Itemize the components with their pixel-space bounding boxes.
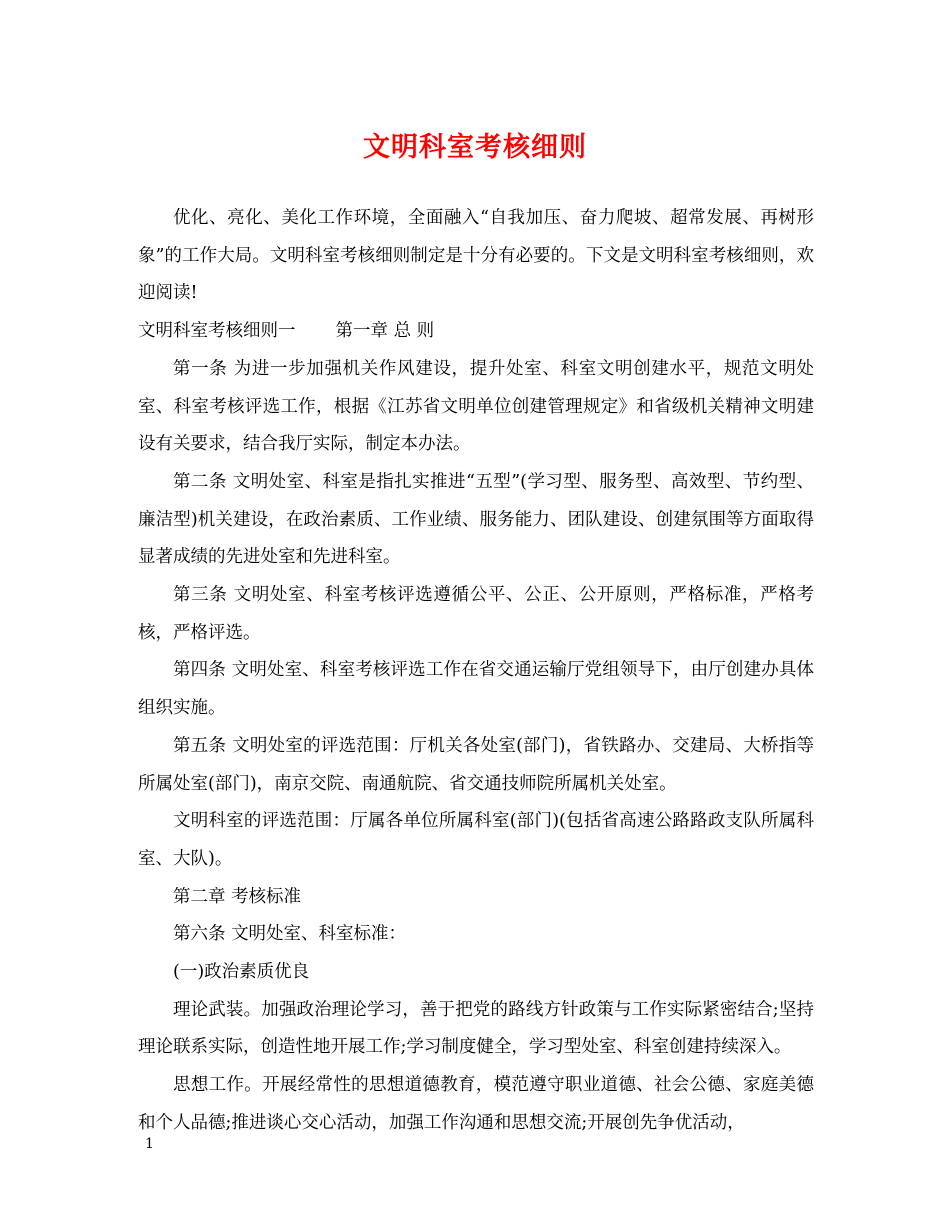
article-paragraph: 思想工作。开展经常性的思想道德教育，模范遵守职业道德、社会公德、家庭美德和个人品德;推进谈心交心活动，加强工作沟通和思想交流;开展创先争优活动， <box>138 1075 814 1133</box>
article-paragraph: 文明科室的评选范围：厅属各单位所属科室(部门)(包括省高速公路路政支队所属科室、大队)。 <box>138 811 814 869</box>
article-paragraph: 理论武装。加强政治理论学习，善于把党的路线方针政策与工作实际紧密结合;坚持理论联系实际，创造性地开展工作;学习制度健全，学习型处室、科室创建持续深入。 <box>138 999 814 1058</box>
article-paragraph: 第二条 文明处室、科室是指扎实推进“五型”(学习型、服务型、高效型、节约型、廉洁型)机关建设，在政治素质、工作业绩、服务能力、团队建设、创建氛围等方面取得显著成绩的先进处室和先进科室。 <box>138 471 814 568</box>
article-paragraph: 第四条 文明处室、科室考核评选工作在省交通运输厅党组领导下，由厅创建办具体组织实施。 <box>138 660 814 719</box>
article-paragraph: 第六条 文明处室、科室标准： <box>173 924 407 945</box>
article-paragraph: 第五条 文明处室的评选范围：厅机关各处室(部门)，省铁路办、交建局、大桥指等所属处室(部门)，南京交院、南通航院、省交通技师院所属机关处室。 <box>138 735 814 794</box>
document-body <box>138 200 814 1143</box>
intro-paragraph: 优化、亮化、美化工作环境，全面融入“自我加压、奋力爬坡、超常发展、再树形象”的工作大局。文明科室考核细则制定是十分有必要的。下文是文明科室考核细则，欢迎阅读! <box>138 208 814 304</box>
subsection-heading: (一)政治素质优良 <box>173 962 310 983</box>
article-paragraph: 第一条 为进一步加强机关作风建设，提升处室、科室文明创建水平，规范文明处室、科室考核评选工作，根据《江苏省文明单位创建管理规定》和省级机关精神文明建设有关要求，结合我厅实际，制定本办法。 <box>138 358 814 455</box>
article-paragraph: 第三条 文明处室、科室考核评选遵循公平、公正、公开原则，严格标准，严格考核，严格评选。 <box>138 585 814 643</box>
section-heading-line <box>138 313 814 351</box>
subtitle-label: 文明科室考核细则一 <box>138 321 296 342</box>
document-title: 文明科室考核细则 <box>363 132 587 163</box>
chapter-heading: 第一章 总 则 <box>335 321 435 342</box>
chapter-heading: 第二章 考核标准 <box>173 886 302 907</box>
page-number: 1 <box>145 1136 154 1152</box>
